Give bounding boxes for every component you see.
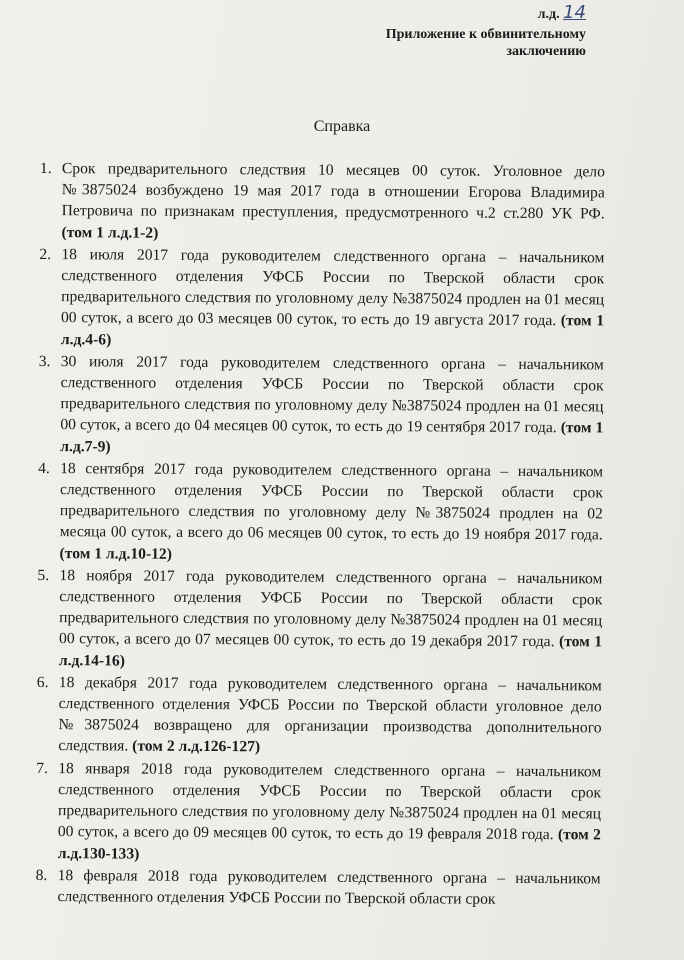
appendix-line-1: Приложение к обвинительному	[385, 27, 586, 42]
page-header	[386, 4, 586, 60]
list-item: 2. 18 июля 2017 года руководителем следственного органа – начальником следственного отделения УФСБ России по Тверской области срок предварительного следствия по уголовному делу №3875024 продлен на 01 месяц 00 суток, а всего до 03 месяцев 00 суток, то есть до 19 августа 2017 года. (том 1 л.д.4-6)	[39, 245, 605, 349]
list-item: 3. 30 июля 2017 года руководителем следственного органа – начальником следственного отделения УФСБ России по Тверской области срок предварительного следствия по уголовному делу №3875024 продлен на 01 месяц 00 суток, а всего до 04 месяцев 00 суток, то есть до 19 сентября 2017 года. (том 1 л.д.7-9)	[38, 352, 604, 456]
case-sheet-label: л.д.	[537, 7, 560, 22]
case-sheet-number	[386, 4, 586, 23]
list-item: 4. 18 сентября 2017 года руководителем следственного органа – начальником следственного отделения УФСБ России по Тверской области срок предварительного следствия по уголовному делу №3875024 продлен на 02 месяца 00 суток, а всего до 06 месяцев 00 суток, то есть до 19 ноября 2017 года. (том 1 л.д.10-12)	[38, 459, 604, 563]
list-item: 7. 18 января 2018 года руководителем следственного органа – начальником следственного отделения УФСБ России по Тверской области срок предварительного следствия по уголовному делу №3875024 продлен на 01 месяц 00 суток, а всего до 09 месяцев 00 суток, то есть до 19 февраля 2018 года. (том 2 л.д.130-133)	[36, 759, 602, 863]
list-item: 1. Срок предварительного следствия 10 месяцев 00 суток. Уголовное дело №3875024 возбуждено 19 мая 2017 года в отношении Егорова Владимира Петровича по признакам преступления, предусмотренного ч.2 ст.280 УК РФ. (том 1 л.д.1-2)	[39, 159, 605, 242]
case-sheet-handwritten-number: 14	[563, 2, 586, 23]
list-item: 5. 18 ноября 2017 года руководителем следственного органа – начальником следственного отделения УФСБ России по Тверской области срок предварительного следствия по уголовному делу №3875024 продлен на 01 месяц 00 суток, а всего до 07 месяцев 00 суток, то есть до 19 декабря 2017 года. (том 1 л.д.14-16)	[37, 566, 603, 670]
timeline-list	[35, 158, 605, 912]
list-item: 6. 18 декабря 2017 года руководителем следственного органа – начальником следственного отделения УФСБ России по Тверской области уголовное дело №3875024 возвращено для организации производства дополнительного следствия. (том 2 л.д.126-127)	[36, 673, 602, 756]
document-title: Справка	[313, 118, 371, 135]
appendix-line-2: заключению	[506, 44, 586, 59]
list-item: 8. 18 февраля 2018 года руководителем следственного органа – начальником следственного отделения УФСБ России по Тверской области срок	[35, 866, 601, 908]
